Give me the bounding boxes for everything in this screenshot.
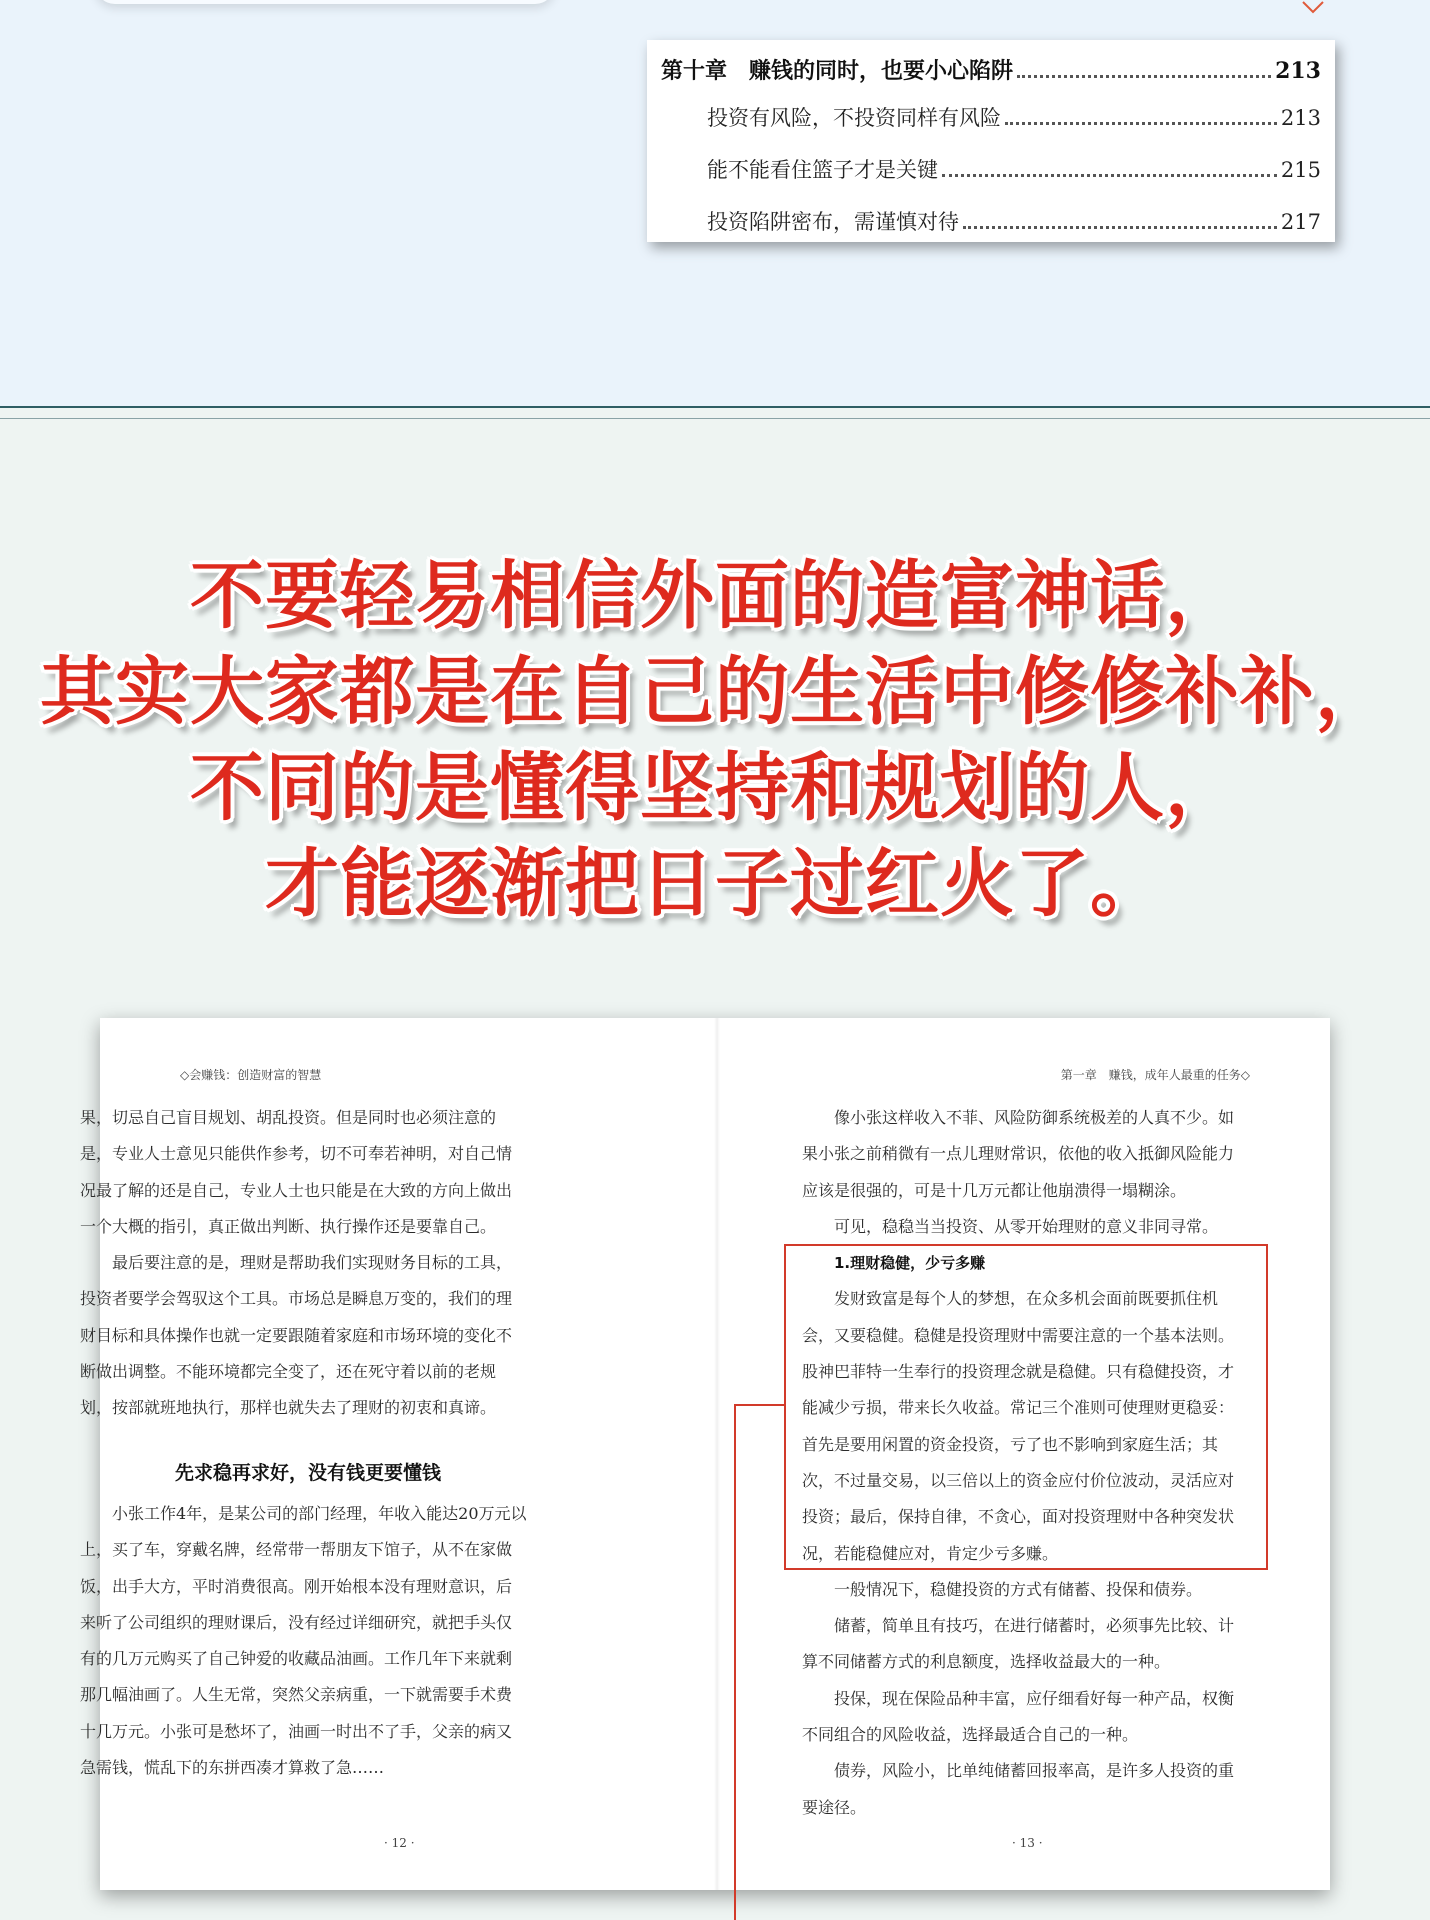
section-title: 先求稳再求好，没有钱更要懂钱 [174, 1462, 441, 1484]
text-line: 发财致富是每个人的梦想，在众多机会面前既要抓住机 [834, 1289, 1219, 1309]
text-line: 断做出调整。不能环境都完全变了，还在死守着以前的老规 [80, 1362, 497, 1382]
text-line: 况最了解的还是自己，专业人士也只能是在大致的方向上做出 [80, 1180, 513, 1200]
toc-leader-dots [1017, 75, 1271, 78]
section-divider [0, 406, 1430, 408]
text-line: 果小张之前稍微有一点儿理财常识，依他的收入抵御风险能力 [802, 1144, 1235, 1164]
callout-line [734, 1404, 784, 1406]
top-section [0, 0, 1430, 408]
text-line: 可见，稳稳当当投资、从零开始理财的意义非同寻常。 [834, 1216, 1219, 1236]
toc-leader-dots [963, 226, 1277, 229]
text-line: 急需钱，慌乱下的东拼西凑才算救了急…… [80, 1758, 385, 1778]
headline-line: 才能逐渐把日子过红火了。 [265, 841, 1165, 927]
text-line: 投保，现在保险品种丰富，应仔细看好每一种产品，权衡 [834, 1688, 1235, 1708]
text-line: 来听了公司组织的理财课后，没有经过详细研究，就把手头仅 [80, 1612, 513, 1632]
text-line: 十几万元。小张可是愁坏了，油画一时出不了手，父亲的病又 [80, 1721, 513, 1741]
text-line: 要途径。 [802, 1797, 867, 1817]
text-line: 有的几万元购买了自己钟爱的收藏品油画。工作几年下来就剩 [80, 1649, 513, 1669]
text-line: 是，专业人士意见只能供作参考，切不可奉若神明，对自己情 [80, 1144, 513, 1164]
text-line: 首先是要用闲置的资金投资，亏了也不影响到家庭生活；其 [802, 1434, 1219, 1454]
callout-line-vertical [734, 1404, 736, 1920]
text-line: 饭，出手大方，平时消费很高。刚开始根本没有理财意识，后 [80, 1576, 513, 1596]
toc-item-page: 213 [1280, 106, 1321, 130]
down-arrow-icon [1300, 0, 1326, 18]
section-divider-thin [0, 418, 1430, 419]
toc-item-title: 能不能看住篮子才是关键 [707, 158, 938, 182]
text-line: 投资者要学会驾驭这个工具。市场总是瞬息万变的，我们的理 [80, 1289, 513, 1309]
text-line: 次，不过量交易，以三倍以上的资金应付价位波动，灵活应对 [802, 1470, 1235, 1490]
text-line: 小张工作4年，是某公司的部门经理，年收入能达20万元以 [112, 1504, 527, 1523]
text-line: 那几幅油画了。人生无常，突然父亲病重，一下就需要手术费 [80, 1685, 513, 1705]
text-line: 划，按部就班地执行，那样也就失去了理财的初衷和真谛。 [80, 1398, 497, 1418]
toc-item [707, 154, 1321, 184]
headline-line: 不同的是懂得坚持和规划的人， [190, 745, 1240, 831]
text-line: 不同组合的风险收益，选择最适合自己的一种。 [802, 1725, 1139, 1745]
text-line: 况，若能稳健应对，肯定少亏多赚。 [802, 1543, 1059, 1563]
toc-item [707, 206, 1321, 236]
text-line: 储蓄，简单且有技巧，在进行储蓄时，必须事先比较、计 [834, 1616, 1235, 1636]
toc-leader-dots [1005, 122, 1277, 125]
text-line: 投资；最后，保持自律，不贪心，面对投资理财中各种突发状 [802, 1507, 1235, 1527]
headline-line: 不要轻易相信外面的造富神话， [190, 553, 1240, 639]
text-line: 债券，风险小，比单纯储蓄回报率高，是许多人投资的重 [834, 1761, 1235, 1781]
toc-chapter-row [661, 54, 1321, 85]
decorative-pill [95, 0, 555, 4]
text-line: 果，切忌自己盲目规划、胡乱投资。但是同时也必须注意的 [80, 1108, 497, 1127]
right-page-number: · 13 · [1012, 1836, 1043, 1850]
toc-leader-dots [942, 174, 1277, 177]
toc-item-title: 投资有风险，不投资同样有风险 [707, 106, 1001, 130]
toc-item-page: 217 [1280, 210, 1321, 234]
toc-item-title: 投资陷阱密布，需谨慎对待 [707, 210, 959, 234]
book-fold [714, 1018, 720, 1890]
text-line: 一个大概的指引，真正做出判断、执行操作还是要靠自己。 [80, 1216, 497, 1236]
text-line: 上，买了车，穿戴名牌，经常带一帮朋友下馆子，从不在家做 [80, 1540, 513, 1560]
left-page-text [80, 1100, 536, 1427]
text-line: 算不同储蓄方式的利息额度，选择收益最大的一种。 [802, 1652, 1171, 1672]
box-title: 1.理财稳健，少亏多赚 [834, 1254, 986, 1273]
toc-item [707, 102, 1321, 132]
text-line: 像小张这样收入不菲、风险防御系统极差的人真不少。如 [834, 1108, 1235, 1127]
text-line: 能减少亏损，带来长久收益。常记三个准则可使理财更稳妥： [802, 1398, 1235, 1418]
left-page-story [80, 1496, 536, 1786]
highlight-box [784, 1244, 1268, 1570]
text-line: 会，又要稳健。稳健是投资理财中需要注意的一个基本法则。 [802, 1325, 1235, 1345]
text-line: 应该是很强的，可是十几万元都让他崩溃得一塌糊涂。 [802, 1180, 1187, 1200]
toc-item-page: 215 [1280, 158, 1321, 182]
headline-line: 其实大家都是在自己的生活中修修补补， [40, 649, 1390, 735]
text-line: 一般情况下，稳健投资的方式有储蓄、投保和债券。 [834, 1579, 1203, 1599]
toc-chapter-page: 213 [1275, 58, 1321, 84]
left-running-header: ◇会赚钱：创造财富的智慧 [180, 1068, 322, 1082]
text-line: 财目标和具体操作也就一定要跟随着家庭和市场环境的变化不 [80, 1325, 513, 1345]
headline [40, 548, 1390, 932]
toc-chapter-title: 第十章 赚钱的同时，也要小心陷阱 [661, 58, 1014, 84]
text-line: 最后要注意的是，理财是帮助我们实现财务目标的工具， [112, 1253, 513, 1273]
text-line: 股神巴菲特一生奉行的投资理念就是稳健。只有稳健投资，才 [802, 1362, 1235, 1382]
toc-card [647, 40, 1335, 242]
left-page-number: · 12 · [384, 1836, 415, 1850]
right-running-header: 第一章 赚钱，成年人最重的任务◇ [1060, 1068, 1250, 1082]
